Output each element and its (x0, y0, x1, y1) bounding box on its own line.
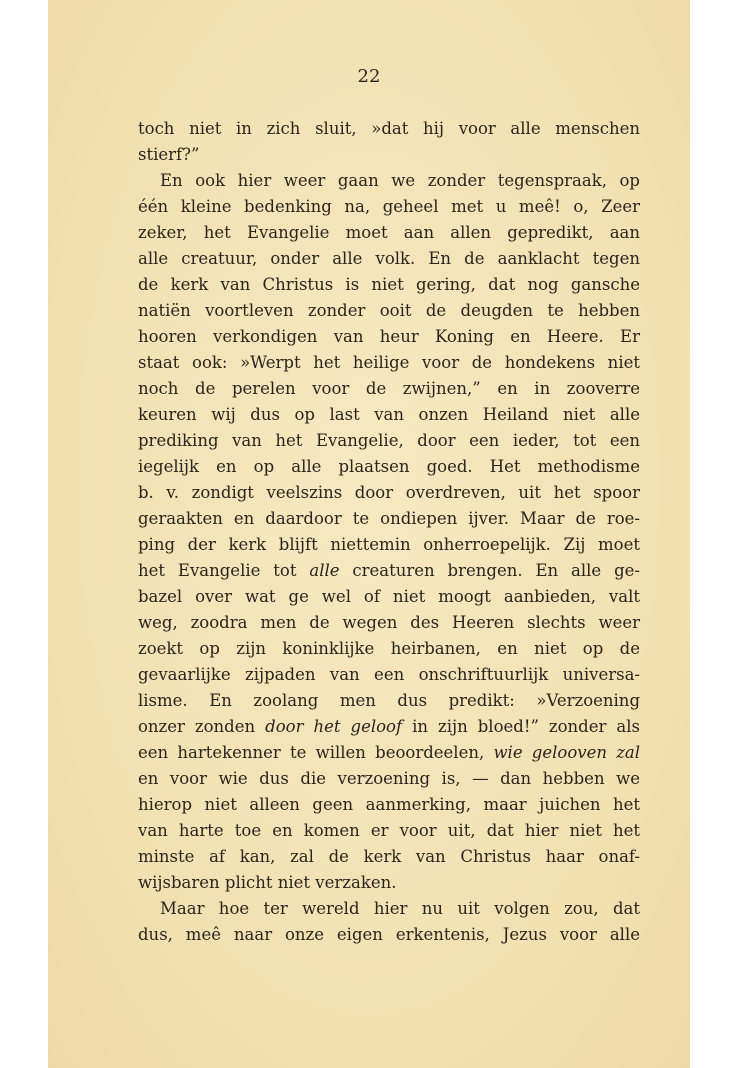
text-span: een hartekenner te willen beoordeelen, (138, 743, 494, 762)
text-line (138, 714, 640, 740)
text-line (138, 558, 640, 584)
text-span: het Evangelie tot (138, 561, 310, 580)
italic-text: alle (309, 561, 340, 580)
text-line: van harte toe en komen er voor uit, dat hier niet het (138, 821, 640, 840)
text-line: ping der kerk blijft niettemin onherroepelijk. Zij moet (138, 535, 640, 554)
text-line: prediking van het Evangelie, door een ieder, tot een (138, 431, 640, 450)
text-line: zoekt op zijn koninklijke heirbanen, en niet op de (138, 639, 640, 658)
text-line: weg, zoodra men de wegen des Heeren slechts weer (138, 613, 640, 632)
page-number: 22 (357, 66, 381, 87)
text-line: zeker, het Evangelie moet aan allen gepredikt, aan (138, 223, 640, 242)
text-line: dus, meê naar onze eigen erkentenis, Jezus voor alle (138, 925, 640, 944)
text-line: hierop niet alleen geen aanmerking, maar juichen het (138, 795, 640, 814)
text-line: natiën voortleven zonder ooit de deugden te hebben (138, 301, 640, 320)
text-line: staat ook: »Werpt het heilige voor de hondekens niet (138, 353, 640, 372)
text-line: alle creatuur, onder alle volk. En de aanklacht tegen (138, 249, 640, 268)
text-line: noch de perelen voor de zwijnen,” en in zooverre (138, 379, 640, 398)
body-text (138, 116, 640, 948)
text-line: keuren wij dus op last van onzen Heiland niet alle (138, 405, 640, 424)
text-line (138, 740, 640, 766)
text-span: in zijn bloed!” zonder als (402, 717, 640, 736)
text-line: bazel over wat ge wel of niet moogt aanbieden, valt (138, 587, 640, 606)
text-line: minste af kan, zal de kerk van Christus haar onaf- (138, 847, 640, 866)
text-span: creaturen brengen. En alle ge- (339, 561, 640, 580)
text-line: Maar hoe ter wereld hier nu uit volgen zou, dat (160, 899, 640, 918)
text-line: wijsbaren plicht niet verzaken. (138, 873, 397, 892)
text-line: gevaarlijke zijpaden van een onschriftuurlijk universa- (138, 665, 640, 684)
text-line: hooren verkondigen van heur Koning en Heere. Er (138, 327, 640, 346)
italic-text: wie gelooven zal (493, 743, 641, 762)
text-line: iegelijk en op alle plaatsen goed. Het methodisme (138, 457, 640, 476)
text-line: lisme. En zoolang men dus predikt: »Verzoening (138, 691, 640, 710)
text-line: de kerk van Christus is niet gering, dat nog gansche (138, 275, 640, 294)
book-page (48, 0, 690, 1068)
text-line: en voor wie dus die verzoening is, — dan hebben we (138, 769, 640, 788)
text-line: één kleine bedenking na, geheel met u meê! o, Zeer (138, 197, 640, 216)
text-line: b. v. zondigt veelszins door overdreven, uit het spoor (138, 483, 640, 502)
text-span: onzer zonden (138, 717, 266, 736)
italic-text: door het geloof (265, 717, 403, 736)
text-line: En ook hier weer gaan we zonder tegenspraak, op (160, 171, 640, 190)
text-line: toch niet in zich sluit, »dat hij voor alle menschen (138, 119, 640, 138)
text-line: stierf?” (138, 145, 200, 164)
text-line: geraakten en daardoor te ondiepen ijver. Maar de roe- (138, 509, 640, 528)
